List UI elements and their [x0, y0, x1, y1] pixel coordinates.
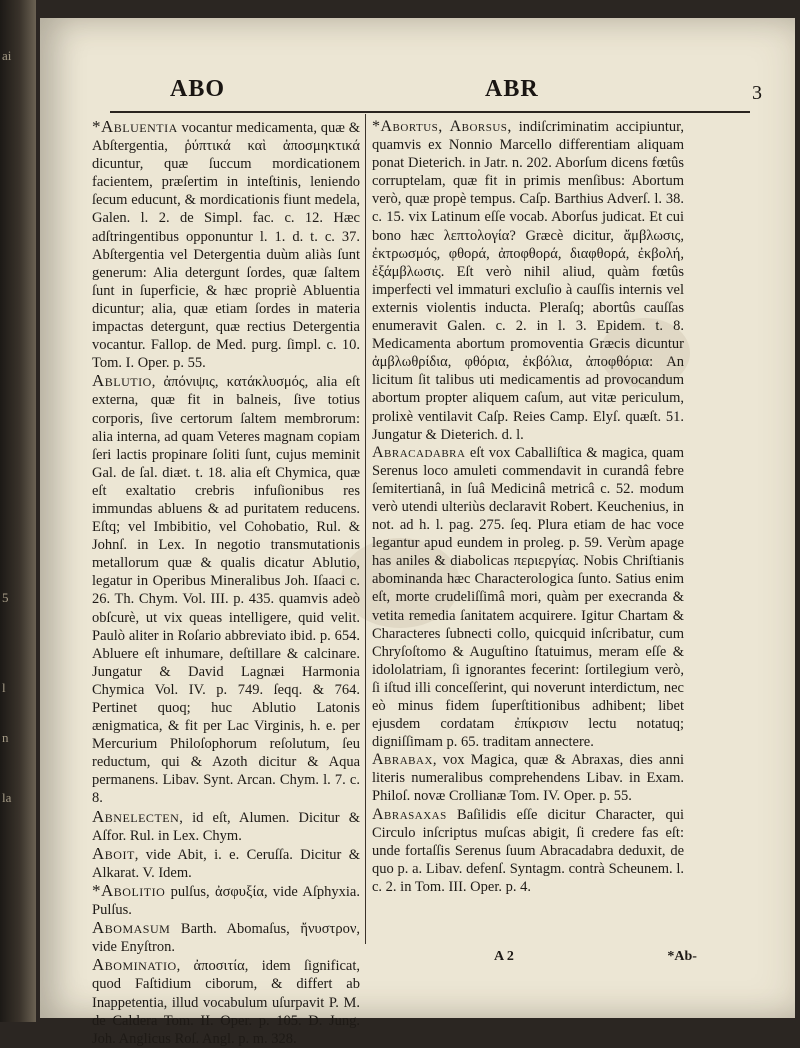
header-left: ABO [170, 76, 226, 102]
dictionary-entry [372, 118, 684, 444]
entry-text: pulſus, ἀσφυξία, vide Aſphyxia. Pulſus. [92, 883, 360, 919]
gutter-mark: 5 [2, 590, 9, 605]
entry-headword: *Abluentia [92, 117, 178, 136]
left-column [92, 118, 360, 1048]
entry-headword: *Abortus, Aborsus, [372, 118, 512, 135]
entry-text: , ἀποσιτία, idem ſignificat, quod Faſtidium ciborum, & differt ab Inappetentia, illud vocabulum uſurpavit P. M. de Caldera Tom. II. Oper. p. 105. D. Jung. Joh. Anglicus Roſ. Angl. p. m. 328. [92, 958, 360, 1047]
gutter-mark: l [2, 680, 6, 695]
column-divider [365, 114, 366, 944]
entry-headword: Aboit [92, 843, 135, 863]
entry-text: Barth. Abomaſus, ἤνυστρον, vide Enyſtron. [92, 921, 361, 956]
dictionary-entry [92, 372, 360, 807]
entry-headword: Abomasum [92, 918, 171, 938]
entry-headword: Abrabax [372, 751, 433, 769]
gutter-mark: la [2, 790, 12, 805]
page-number: 3 [752, 82, 762, 104]
dictionary-entry [92, 882, 360, 919]
entry-headword: Abnelecten [92, 806, 180, 826]
entry-headword: Abracadabra [372, 443, 466, 461]
dictionary-entry [372, 806, 684, 896]
entry-text: , id eſt, Alumen. Dicitur & Aſfor. Rul. in Lex. Chym. [92, 809, 360, 844]
dictionary-entry [92, 118, 360, 372]
running-header [40, 76, 795, 116]
dictionary-entry [92, 808, 360, 845]
dictionary-entry [92, 845, 360, 882]
entry-text: vocantur medicamenta, quæ & Abſtergentia, ῥύπτικά καὶ ἀποσμηκτικά dicuntur, quæ ſuccum mordicationem facientem, præſertim in inteſtinis, leniendo ſecum educunt, & mordicationis fiunt medela, Galen. l. 2. de Simpl. fac. c. 12. Hæc adſtringentibus opponuntur l. 1. d. t. c. 37. Abſtergentia vel Detergentia duùm aliàs ſunt generum: Alia detergunt ſordes, quæ ſaltem ſunt in ſuperficie, & hæc propriè Abluentia dicuntur; alia, quæ etiam ſordes in materia impactas detergunt, quæ rectius Detergentia vocantur. Fallop. de Med. purg. ſimpl. c. 10. Tom. I. Oper. p. 55. [92, 120, 360, 372]
entry-text: Baſilidis eſſe dicitur Character, qui Circulo inſcriptus muſcas abigit, ſi credere fas eſt: unde fortaſſis Serenus ſuum Abracadabra deduxit, de quo p. a. Libav. defenſ. Syntagm. contrà Scheunem. l. c. 2. in Tom. III. Oper. p. 4. [372, 806, 684, 895]
entry-headword: Ablutio [92, 371, 152, 391]
book-page [40, 18, 795, 1047]
gutter-marks [0, 0, 36, 1022]
right-column [372, 118, 684, 896]
signature-mark: A 2 [494, 949, 514, 964]
entry-headword: *Abolitio [92, 880, 166, 900]
dictionary-entry [372, 444, 684, 752]
header-right: ABR [485, 76, 539, 102]
dictionary-entry [92, 956, 360, 1047]
gutter-mark: ai [2, 48, 12, 63]
entry-text: , vide Abit, i. e. Ceruſſa. Dicitur & Alkarat. V. Idem. [92, 846, 360, 881]
catchword: *Ab- [667, 949, 697, 964]
entry-text: indiſcriminatim accipiuntur, quamvis ex Nonnio Marcello differentiam aliquam ponat Dieterich. in Jatr. n. 202. Aborſum dicens fœtûs corruptelam, quæ fit in primis menſibus: Abortum verò, quæ propè tempus. Caſp. Barthius Adverſ. l. 38. c. 15. vix Latinum eſſe vocab. Aborſus judicat. Et cui bono hæc λεπτολογία? Græcè dicitur, ἄμβλωσις, ἐκτρωσμός, φθορά, ἀποφθορά, διαφθορά, ἐκβολή, ἐξάμβλωσις. Eſt verò nihil aliud, quàm fœtûs imperfecti vel immaturi excluſio à cauſſis internis vel externis violentis inducta. Pleraſq; abortûs cauſſas enumeravit Galen. c. 2. in l. 3. Epidem. t. 8. Medicamenta abortum promoventia Græcis dicuntur ἀμβλωθρίδια, φθόρια, ἐκβόλια, ἀποφθόρια: An licitum ſit talibus uti medicamentis ad provocandum abortum propter aliquem caſum, aut vitæ periculum, prolixè ventilavit Caſp. Reies Camp. Elyſ. quæſt. 51. Jungatur & Dieterich. d. l. [372, 119, 684, 443]
header-rule [110, 111, 750, 113]
entry-text: , ἀπόνιψις, κατάκλυσμός, alia eſt externa, quæ fit in balneis, ſive totius corporis, ſive certorum ſaltem membrorum: alia interna, ad quam Veteres magnam copiam ſeri lactis propinare ſoliti ſunt, cujus meminit Gal. de ſal. diæt. t. 18. alia eſt Chymica, quæ eſt exaltatio crebris infuſionibus res immundas abluens & ad puritatem reducens. Eſtq; vel Imbibitio, vel Cohobatio, Rul. & Johnſ. in Lex. In negotio transmutationis metallorum quæ & qualis dicatur Ablutio, legatur in Operibus Mineralibus Joh. Iſaaci c. 26. Th. Chym. Vol. III. p. 435. quamvis adeò obſcurè, ut vix queas intelligere, quid velit. Paulò aliter in Roſario abbreviato ibid. p. 654. Abluere eſt inhumare, deſtillare & calcinare. Jungatur & David Lagnæi Harmonia Chymica Vol. IV. p. 749. ſeqq. & 764. Pertinet quoq; huc Ablutio Latonis ænigmatica, & fit per Lac Virginis, h. e. per Mercurium Philoſophorum reſolutum, ſeu reductum, qui & Azoth dicitur & Aqua permanens. Libav. Synt. Arcan. Chym. l. 7. c. 8. [92, 374, 360, 807]
page-footer [494, 949, 697, 965]
dictionary-entry [92, 919, 360, 956]
entry-headword: Abominatio [92, 955, 177, 975]
entry-text: , vox Magica, quæ & Abraxas, dies anni literis numeralibus comprehendens Libav. in Exam. Philoſ. novæ Crollianæ Tom. IV. Oper. p. 55. [372, 752, 684, 805]
entry-text: eſt vox Caballiſtica & magica, quam Serenus loco amuleti commendavit in curandâ febre ſemitertianâ, in ſuâ Medicinâ metricâ c. 52. modum verò utendi ulteriùs declaravit Robert. Keuchenius, in not. ad h. l. pag. 275. ſeq. Plura etiam de hac voce legantur apud eundem in proleg. p. 59. Verùm apage has aniles & diabolicas περιεργίας. Nobis Chriſtianis abominanda hæc Characterologica ſunto. Satius enim eſt, morte crudeliſſimâ mori, quàm per execranda & vetita remedia ſanitatem acquirere. Igitur Chartam & Characteres ſubnecti collo, quicquid inſcribatur, cum Chryſoſtomo & Auguſtino ſtatuimus, meram eſſe & idololatriam, ſi ignorantes fecerint: ſortilegium verò, ſi iſtud illi conceſſerint, qui noverunt interdictum, nec eò minus fidem ſuperſtitionibus adhibent; libet ejusdem cordatam ἐπίκρισιν lectu notatuq; digniſſimam p. 65. traditam annectere. [372, 444, 685, 751]
entry-headword: Abrasaxas [372, 805, 447, 823]
dictionary-entry [372, 751, 684, 805]
gutter-mark: n [2, 730, 9, 745]
